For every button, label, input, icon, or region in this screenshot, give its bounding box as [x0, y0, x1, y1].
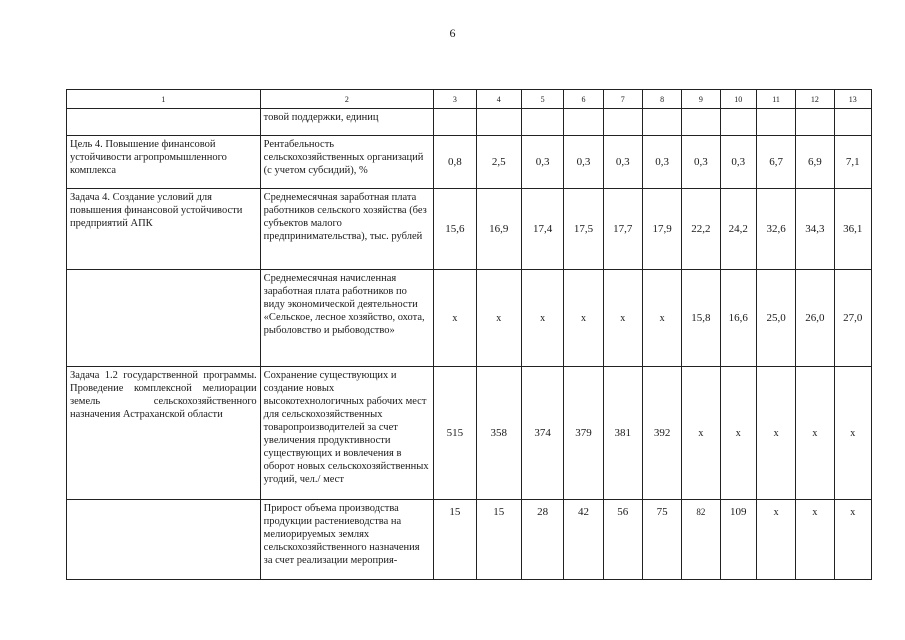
table-row: [67, 136, 872, 189]
value-cell: 15: [476, 500, 521, 580]
value-cell: 0,3: [682, 136, 720, 189]
value-cell: 17,5: [564, 189, 603, 270]
value-cell: х: [756, 367, 795, 500]
col-number: 8: [642, 90, 681, 109]
value-cell: 26,0: [796, 270, 834, 367]
col-number: 7: [603, 90, 642, 109]
col-number: 4: [476, 90, 521, 109]
value-cell: х: [564, 270, 603, 367]
value-cell: х: [476, 270, 521, 367]
value-cell: х: [796, 500, 834, 580]
value-cell: х: [434, 270, 476, 367]
col-number: 13: [834, 90, 871, 109]
col-number: 5: [521, 90, 563, 109]
value-cell: 15,6: [434, 189, 476, 270]
value-cell: 379: [564, 367, 603, 500]
value-cell: 22,2: [682, 189, 720, 270]
value-cell: 7,1: [834, 136, 871, 189]
value-cell: 17,9: [642, 189, 681, 270]
column-number-row: [67, 90, 872, 109]
value-cell: 16,9: [476, 189, 521, 270]
value-cell: 0,3: [642, 136, 681, 189]
col-number: 6: [564, 90, 603, 109]
value-cell: х: [642, 270, 681, 367]
indicator-cell: Среднемесячная начисленная заработная плата работников по виду экономической деятельности «Сельское, лесное хозяйство, охота, рыболовство и рыбоводство»: [260, 270, 434, 367]
indicator-cell: товой поддержки, единиц: [260, 109, 434, 136]
goal-cell: Задача 4. Создание условий для повышения финансовой устойчивости предприятий АПК: [67, 189, 261, 270]
value-cell: [756, 109, 795, 136]
value-cell: 25,0: [756, 270, 795, 367]
value-cell: х: [521, 270, 563, 367]
goal-cell: [67, 270, 261, 367]
value-cell: 32,6: [756, 189, 795, 270]
value-cell: 0,3: [521, 136, 563, 189]
value-cell: [720, 109, 756, 136]
col-number: 11: [756, 90, 795, 109]
value-cell: х: [720, 367, 756, 500]
table-row: [67, 189, 872, 270]
value-cell: 0,3: [603, 136, 642, 189]
goal-cell: Задача 1.2 государственной программы. Проведение комплексной мелиорации земель сельскохозяйственного назначения Астраханской области: [67, 367, 261, 500]
table-row: [67, 270, 872, 367]
value-cell: [834, 109, 871, 136]
value-cell: 515: [434, 367, 476, 500]
value-cell: 16,6: [720, 270, 756, 367]
value-cell: 0,3: [720, 136, 756, 189]
col-number: 9: [682, 90, 720, 109]
value-cell: 392: [642, 367, 681, 500]
value-cell: [603, 109, 642, 136]
value-cell: 6,7: [756, 136, 795, 189]
value-cell: 0,3: [564, 136, 603, 189]
value-cell: 381: [603, 367, 642, 500]
value-cell: 75: [642, 500, 681, 580]
table-body: [67, 90, 872, 580]
value-cell: х: [834, 367, 871, 500]
table-row: [67, 367, 872, 500]
page-number: 6: [449, 26, 456, 40]
value-cell: х: [682, 367, 720, 500]
value-cell: 15,8: [682, 270, 720, 367]
indicator-cell: Среднемесячная заработная плата работников сельского хозяйства (без субъектов малого предпринимательства), тыс. рублей: [260, 189, 434, 270]
col-number: 3: [434, 90, 476, 109]
value-cell: х: [756, 500, 795, 580]
indicator-cell: Сохранение существующих и создание новых высокотехнологичных рабочих мест для сельскохозяйственных товаропроизводителей за счет увеличения продуктивности существующих и вовлечения в оборот новых сельскохозяйственных угодий, чел./ мест: [260, 367, 434, 500]
value-cell: х: [834, 500, 871, 580]
indicators-table: [66, 89, 872, 580]
goal-cell: Цель 4. Повышение финансовой устойчивости агропромышленного комплекса: [67, 136, 261, 189]
value-cell: [796, 109, 834, 136]
value-cell: х: [603, 270, 642, 367]
value-cell: 36,1: [834, 189, 871, 270]
col-number: 12: [796, 90, 834, 109]
value-cell: 15: [434, 500, 476, 580]
value-cell: 56: [603, 500, 642, 580]
value-cell: х: [796, 367, 834, 500]
value-cell: 27,0: [834, 270, 871, 367]
value-cell: 2,5: [476, 136, 521, 189]
indicator-cell: Рентабельность сельскохозяйственных организаций (с учетом субсидий), %: [260, 136, 434, 189]
value-cell: 358: [476, 367, 521, 500]
value-cell: 6,9: [796, 136, 834, 189]
col-number: 2: [260, 90, 434, 109]
indicator-cell: Прирост объема производства продукции растениеводства на мелиорируемых землях сельскохозяйственного назначения за счет реализации мероприя-: [260, 500, 434, 580]
goal-cell: [67, 109, 261, 136]
table-row: [67, 500, 872, 580]
goal-cell: [67, 500, 261, 580]
value-cell: [521, 109, 563, 136]
value-cell: [476, 109, 521, 136]
value-cell: 17,4: [521, 189, 563, 270]
value-cell: 34,3: [796, 189, 834, 270]
value-cell: 28: [521, 500, 563, 580]
value-cell: [564, 109, 603, 136]
value-cell: 0,8: [434, 136, 476, 189]
value-cell: [434, 109, 476, 136]
value-cell: 42: [564, 500, 603, 580]
value-cell: 82: [682, 500, 720, 580]
value-cell: 374: [521, 367, 563, 500]
value-cell: 109: [720, 500, 756, 580]
col-number: 1: [67, 90, 261, 109]
table-row: [67, 109, 872, 136]
value-cell: [642, 109, 681, 136]
value-cell: 24,2: [720, 189, 756, 270]
col-number: 10: [720, 90, 756, 109]
value-cell: [682, 109, 720, 136]
value-cell: 17,7: [603, 189, 642, 270]
